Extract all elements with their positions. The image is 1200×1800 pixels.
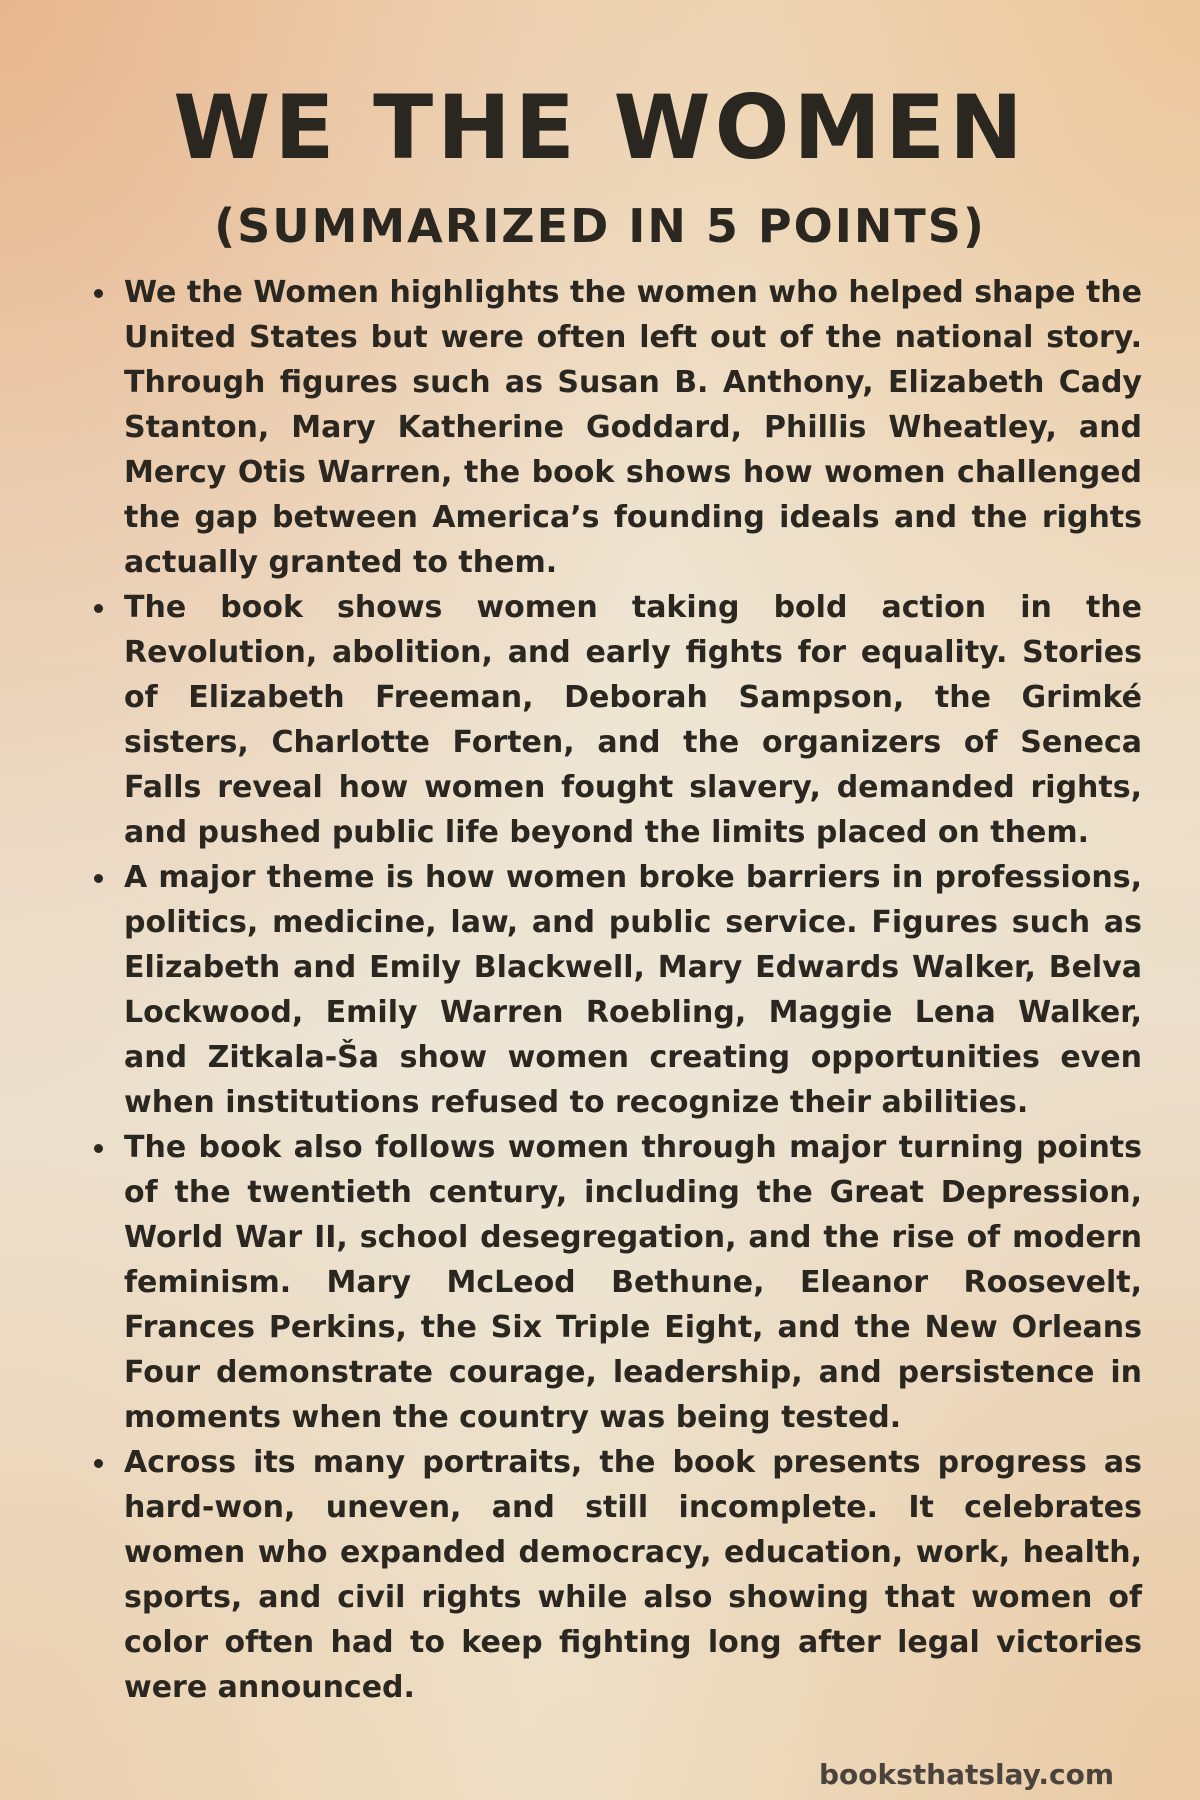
summary-point-text: The book shows women taking bold action in the Revolution, abolition, and early fights for equality. Stories of Elizabeth Freeman, Deborah Sampson, the Grimké sisters, Charlotte Forten, and the organizers of Seneca Falls reveal how women fought slavery, demanded rights, and pushed public life beyond the limits placed on them. — [124, 590, 1142, 850]
summary-point-4 — [88, 1125, 1142, 1440]
summary-point-3 — [88, 855, 1142, 1125]
page-title: WE THE WOMEN — [173, 76, 1027, 179]
summary-point-5 — [88, 1440, 1142, 1710]
summary-point-text: The book also follows women through major turning points of the twentieth century, including the Great Depression, World War II, school desegregation, and the rise of modern feminism. Mary McLeod Bethune, Eleanor Roosevelt, Frances Perkins, the Six Triple Eight, and the New Orleans Four demonstrate courage, leadership, and persistence in moments when the country was being tested. — [124, 1130, 1142, 1435]
summary-points-list — [88, 270, 1142, 1710]
bullet-dot-icon — [94, 874, 103, 883]
summary-point-text: Across its many portraits, the book presents progress as hard-won, uneven, and still incomplete. It celebrates women who expanded democracy, education, work, health, sports, and civil rights while also showing that women of color often had to keep fighting long after legal victories were announced. — [124, 1445, 1142, 1705]
summary-point-1 — [88, 270, 1142, 585]
summary-point-text: We the Women highlights the women who helped shape the United States but were often left out of the national story. Through figures such as Susan B. Anthony, Elizabeth Cady Stanton, Mary Katherine Goddard, Phillis Wheatley, and Mercy Otis Warren, the book shows how women challenged the gap between America’s founding ideals and the rights actually granted to them. — [124, 275, 1142, 580]
summary-point-2 — [88, 585, 1142, 855]
bullet-dot-icon — [94, 289, 103, 298]
page-subtitle: (SUMMARIZED IN 5 POINTS) — [214, 199, 986, 253]
summary-point-text: A major theme is how women broke barriers in professions, politics, medicine, law, and public service. Figures such as Elizabeth and Emily Blackwell, Mary Edwards Walker, Belva Lockwood, Emily Warren Roebling, Maggie Lena Walker, and Zitkala-Ša show women creating opportunities even when institutions refused to recognize their abilities. — [124, 860, 1142, 1120]
bullet-dot-icon — [94, 1459, 103, 1468]
bullet-dot-icon — [94, 1144, 103, 1153]
bullet-dot-icon — [94, 604, 103, 613]
website-credit: booksthatslay.com — [818, 1758, 1114, 1791]
